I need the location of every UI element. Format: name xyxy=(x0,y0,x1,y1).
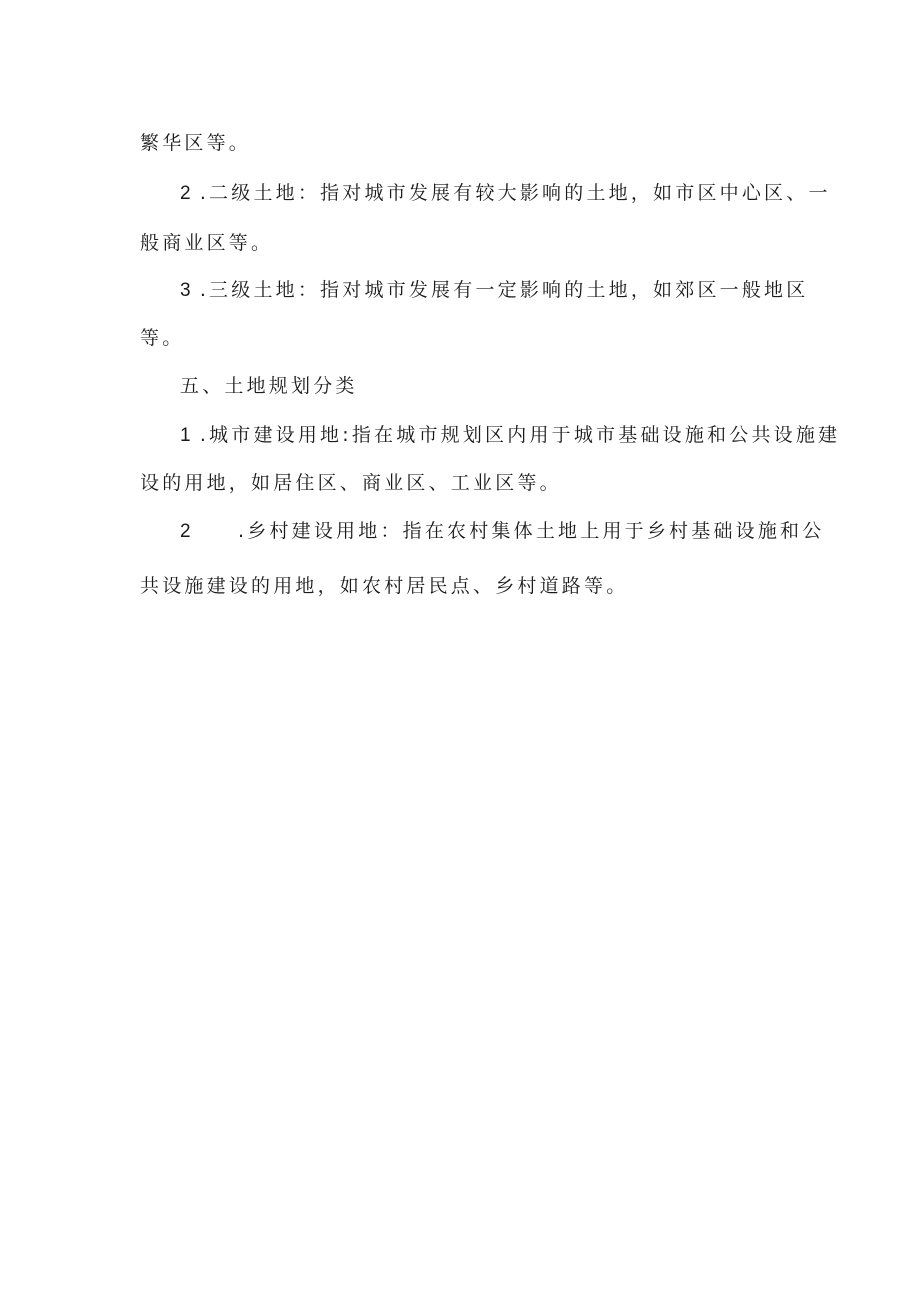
line-text: 设的用地，如居住区、商业区、工业区等。 xyxy=(140,472,562,494)
line-text: .城市建设用地:指在城市规划区内用于城市基础设施和公共设施建 xyxy=(190,424,841,446)
line-text: .三级土地：指对城市发展有一定影响的土地，如郊区一般地区 xyxy=(190,279,809,301)
line-text: 般商业区等。 xyxy=(140,232,274,254)
paragraph-line-8 xyxy=(180,519,824,544)
paragraph-line-9 xyxy=(140,574,628,598)
paragraph-line-5 xyxy=(140,326,184,350)
heading-text: 五、土地规划分类 xyxy=(180,375,358,397)
list-number: 1 xyxy=(180,425,191,446)
list-number: 3 xyxy=(180,280,191,301)
line-text: 等。 xyxy=(140,327,185,349)
paragraph-line-2 xyxy=(180,181,831,206)
paragraph-line-7 xyxy=(140,471,562,495)
section-heading xyxy=(180,374,358,398)
line-text: 共设施建设的用地，如农村居民点、乡村道路等。 xyxy=(140,575,629,597)
paragraph-line-3 xyxy=(140,231,273,255)
paragraph-line-6 xyxy=(180,423,840,448)
list-number: 2 xyxy=(180,183,191,204)
line-text: .乡村建设用地：指在农村集体土地上用于乡村基础设施和公 xyxy=(238,520,825,542)
paragraph-line-4 xyxy=(180,278,808,303)
line-text: .二级土地：指对城市发展有较大影响的土地，如市区中心区、一 xyxy=(190,182,831,204)
list-number: 2 xyxy=(180,521,191,542)
line-text: 繁华区等。 xyxy=(140,132,252,154)
paragraph-line-1 xyxy=(140,131,251,155)
